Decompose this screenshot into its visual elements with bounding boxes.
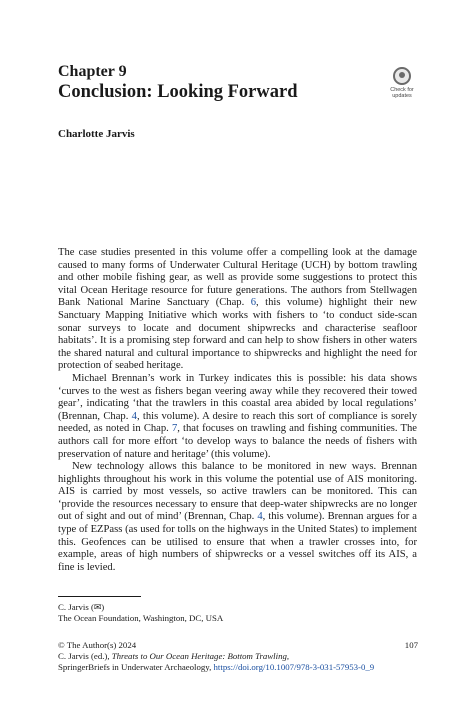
chapter-author: Charlotte Jarvis [58, 128, 135, 140]
citation-title: Threats to Our Ocean Heritage: Bottom Trawling [111, 651, 287, 662]
footnote-divider [58, 596, 141, 597]
citation-suffix: , [286, 651, 290, 662]
check-for-updates-icon [393, 67, 411, 85]
affiliation [58, 602, 418, 624]
footer-citation-row [58, 651, 418, 662]
paragraph-3 [58, 461, 417, 574]
paragraph-1-text-a: The case studies presented in this volume offer a compelling look at the damage caused to many forms of Underwater Cultural Heritage (UCH) by bottom trawling and other mobile fishing gear, as well as provide some suggestions to protect this vital Ocean Heritage resource for future generations. The authors from Stellwagen Bank National Marine Sanctuary (Chap. [58, 247, 417, 309]
chapter-ref-link[interactable]: 4 [257, 511, 263, 523]
paragraph-1 [58, 247, 417, 373]
paragraph-3-text-b: , this volume). Brennan argues for a type of EZPass (as used for tolls on the highways in the United States) to implement this. Geofences can be utilised to ensure that when a trawler crosses into, for example, areas of high numbers of shipwrecks or a vessel switches off its AIS, a fine is levied. [58, 511, 417, 573]
footer-copyright-row [58, 640, 418, 651]
paragraph-2-text-c: , that focuses on trawling and fishing communities. The authors call for more effort ‘to develop ways to balance the needs of fishers with preservation of nature and heritage’ (this volume). [58, 423, 417, 460]
badge-label-line1: Check for [390, 87, 414, 93]
chapter-ref-link[interactable]: 4 [131, 410, 137, 422]
page-number: 107 [404, 640, 418, 650]
badge-label-line2: updates [392, 93, 412, 99]
paragraph-2 [58, 373, 417, 461]
chapter-ref-link[interactable]: 7 [171, 423, 178, 435]
citation-prefix: C. Jarvis (ed.), [58, 651, 112, 662]
doi-link[interactable]: https://doi.org/10.1007/978-3-031-57953-0_9 [213, 662, 375, 673]
affiliation-name: C. Jarvis (✉) [58, 602, 105, 612]
paragraph-1-text-b: , this volume) highlight their new Sanctuary Mapping Initiative which works with fishers to ‘to conduct side-scan sonar surveys to locate and document shipwrecks and characterise seafloor habitats’. It is a promising step forward and can help to show fishers in other waters the shared natural and cultural importance to shipwrecks and highlight the need for protection of seabed heritage. [58, 297, 418, 372]
series-name: SpringerBriefs in Underwater Archaeology, [58, 662, 214, 673]
badge-label [385, 87, 419, 99]
paragraph-2-text-b: , this volume). A desire to reach this sort of compliance is sorely needed, as noted in Chap. [58, 410, 418, 435]
body-text [58, 247, 417, 574]
copyright: © The Author(s) 2024 [58, 640, 137, 650]
page-footer [58, 640, 418, 674]
check-for-updates-badge[interactable] [385, 67, 419, 105]
paragraph-2-text-a: Michael Brennan’s work in Turkey indicates this is possible: his data shows ‘curves to the west as fishers began veering away while they recovered their towed gear’, indicating ‘that the trawlers in this coastal area abided by local regulations’ (Brennan, Chap. [58, 372, 417, 422]
chapter-ref-link[interactable]: 6 [250, 297, 257, 309]
chapter-title: Conclusion: Looking Forward [58, 82, 298, 102]
chapter-number: Chapter 9 [58, 63, 127, 80]
affiliation-org: The Ocean Foundation, Washington, DC, USA [58, 613, 224, 623]
paragraph-3-text-a: New technology allows this balance to be monitored in new ways. Brennan highlights throughout his work in this volume the potential use of AIS monitoring. AIS is carried by most vessels, so active trawlers can be monitored. This can ‘provide the resources necessary to ensure that deep-water shipwrecks are no longer out of sight and out of mind’ (Brennan, Chap. [58, 461, 417, 523]
footer-series-row [58, 662, 418, 673]
